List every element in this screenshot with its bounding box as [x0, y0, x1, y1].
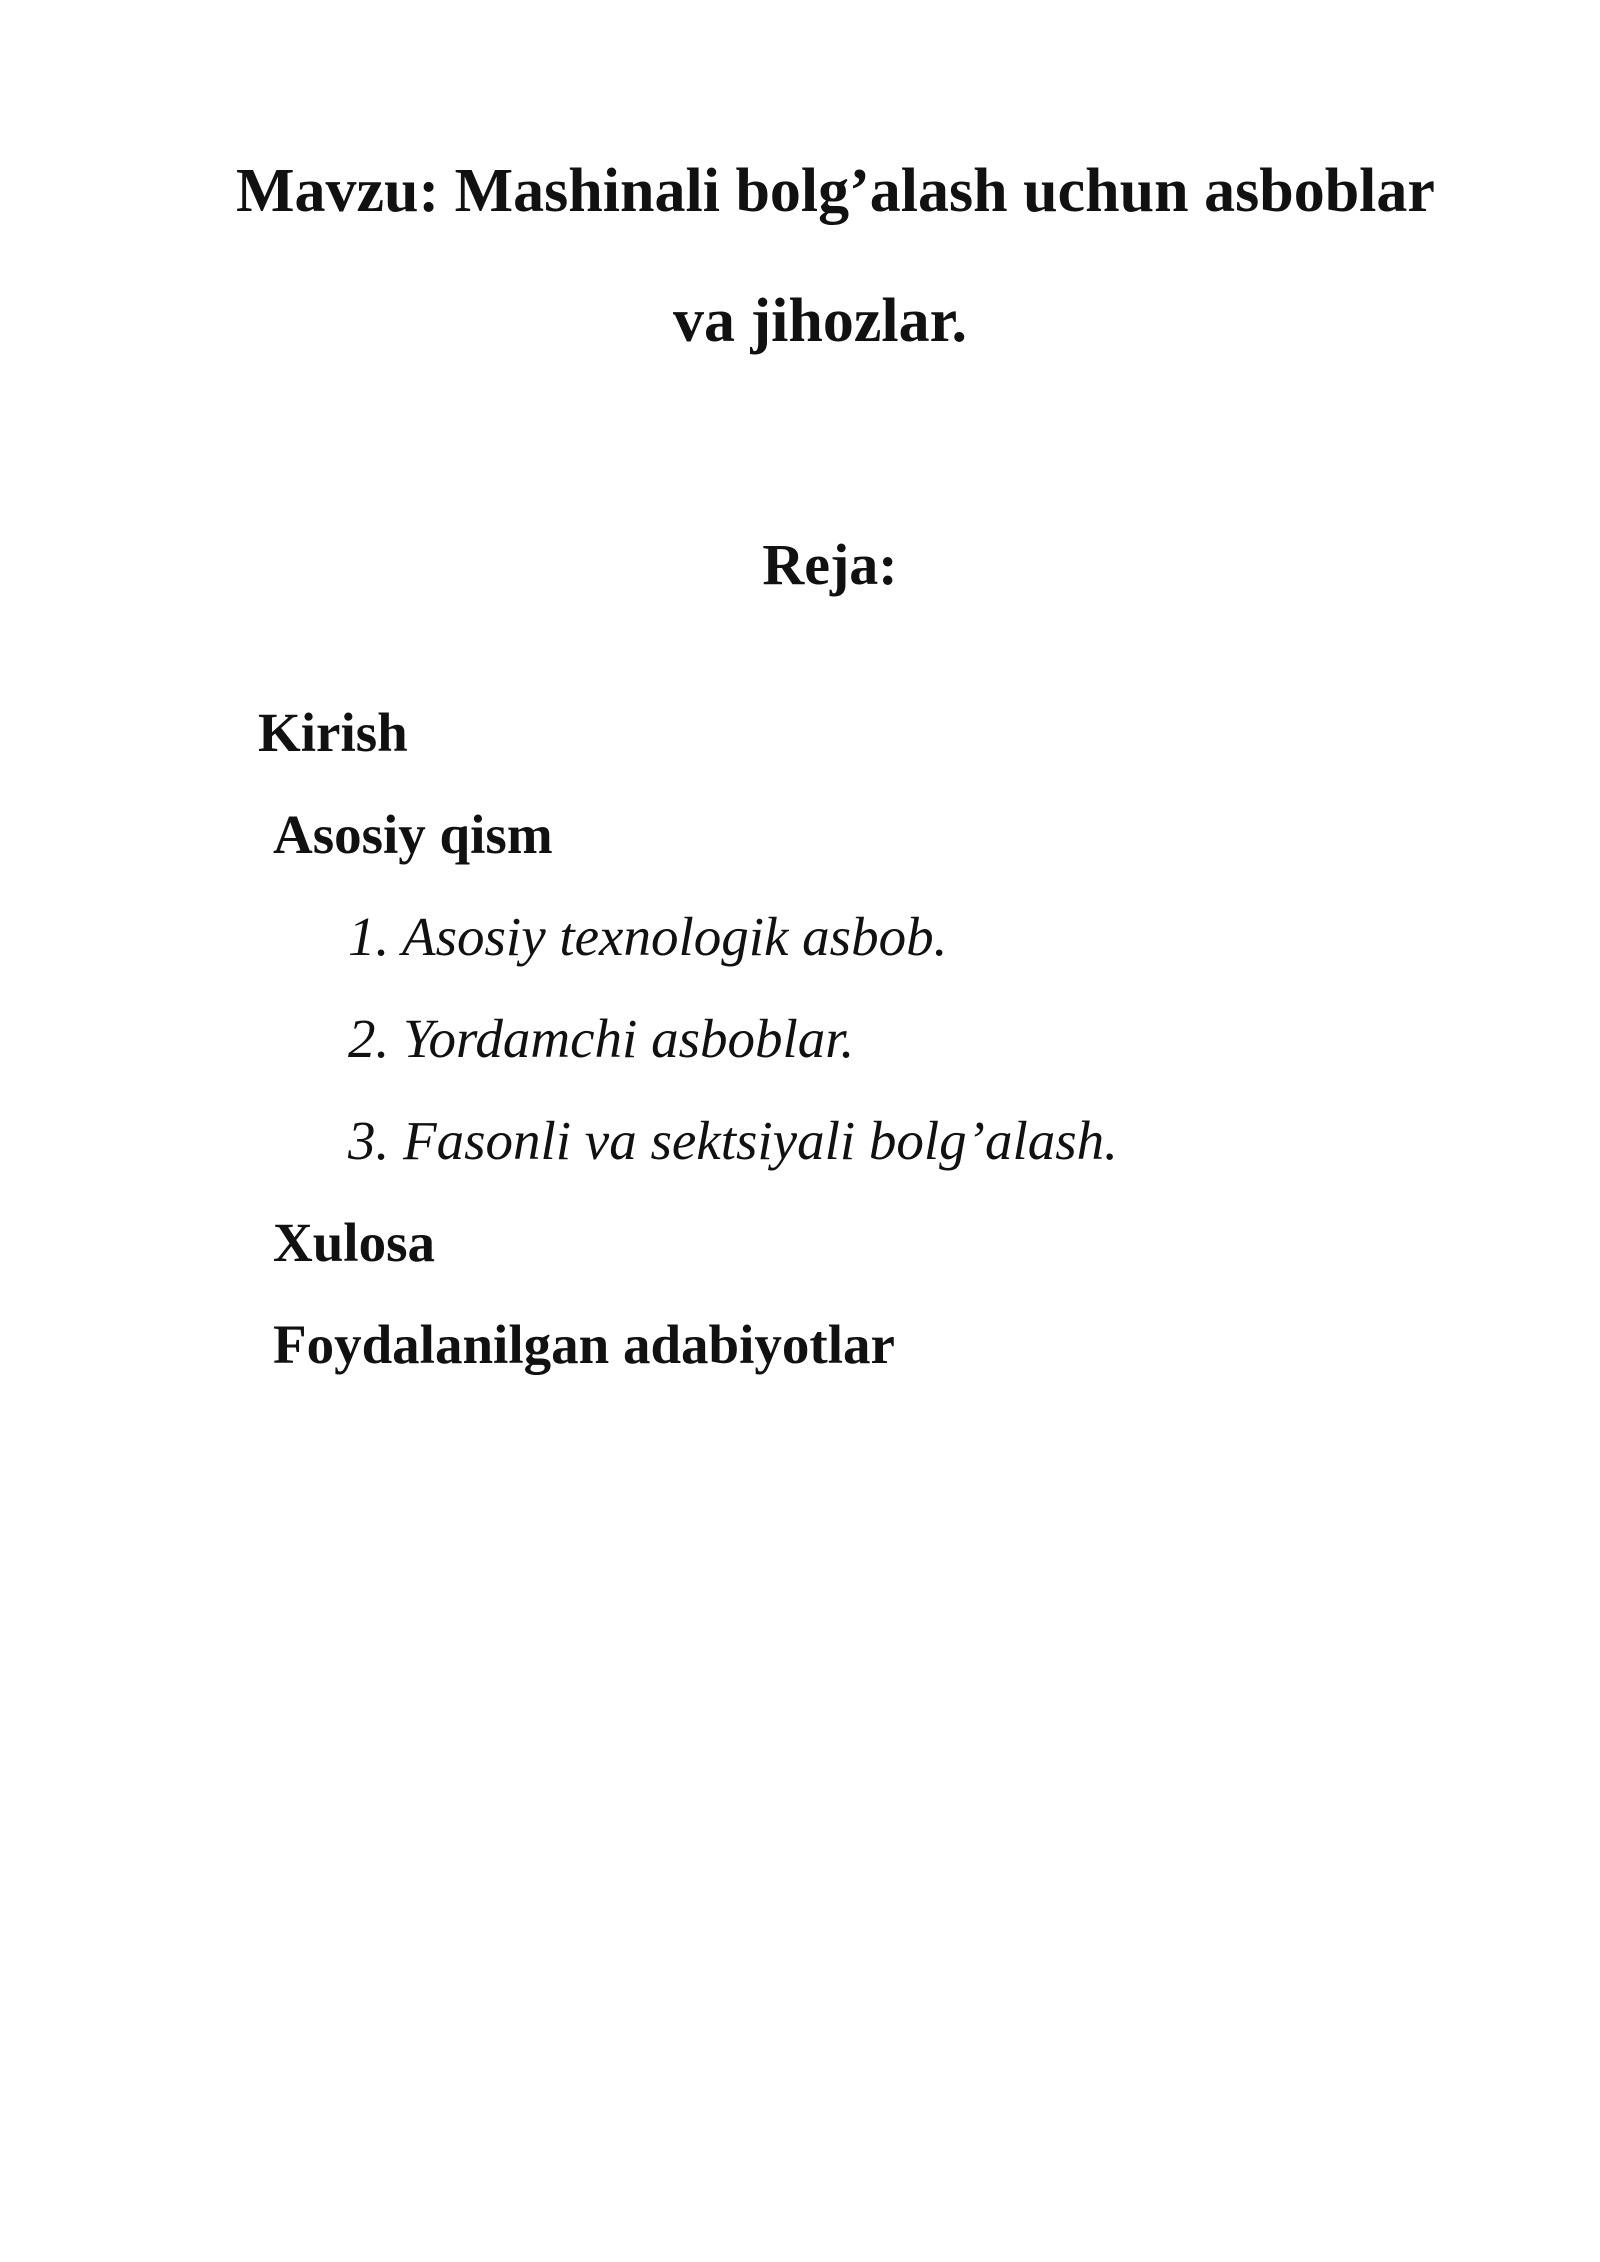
plan-heading: Reja:	[762, 532, 898, 597]
plan-subitem-3: 3. Fasonli va sektsiyali bolg’alash.	[348, 1110, 1118, 1171]
plan-subitem-2: 2. Yordamchi asboblar.	[348, 1008, 855, 1069]
plan-subitem-1: 1. Asosiy texnologik asbob.	[348, 906, 948, 967]
document-title-line-1: Mavzu: Mashinali bolg’alash uchun asboblar	[236, 157, 1435, 225]
document-title-line-2: va jihozlar.	[673, 287, 967, 355]
plan-item-main: Asosiy qism	[273, 804, 553, 865]
plan-item-references: Foydalanilgan adabiyotlar	[273, 1314, 895, 1375]
plan-item-intro: Kirish	[258, 702, 408, 763]
plan-item-conclusion: Xulosa	[273, 1212, 435, 1273]
